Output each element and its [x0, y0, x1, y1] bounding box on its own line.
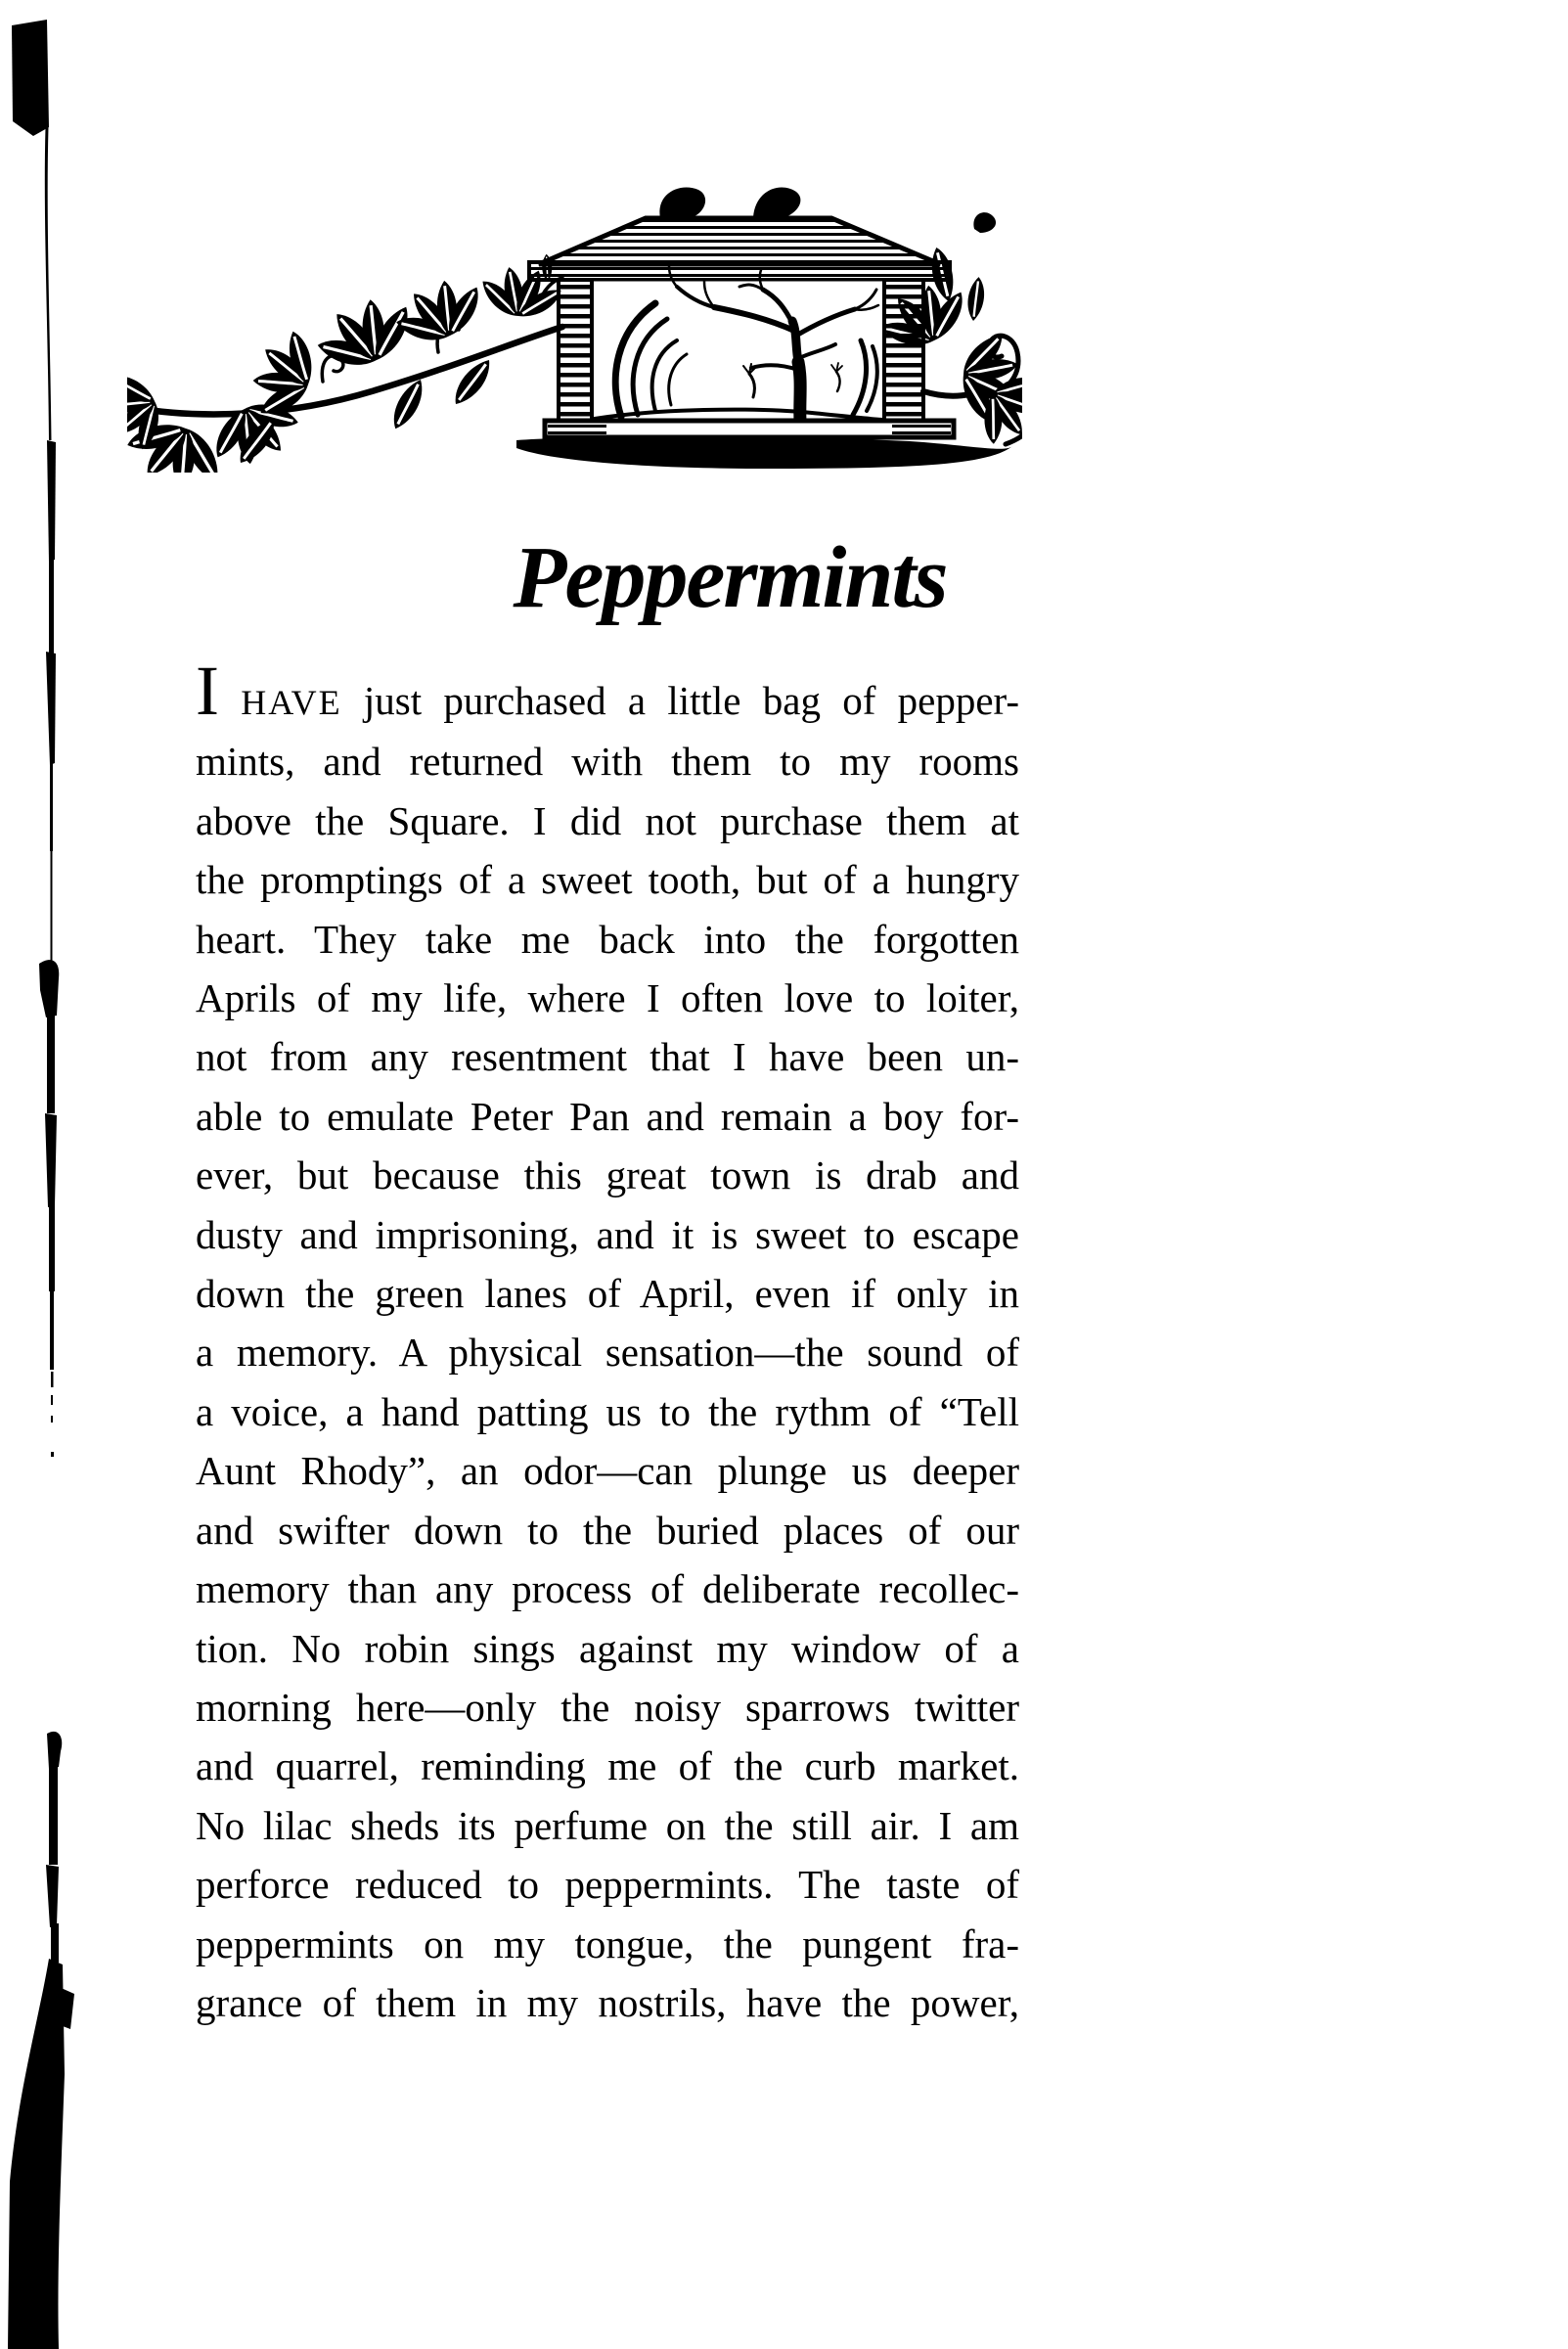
- body-line: ever, but because this great town is drab and: [196, 1152, 1019, 1198]
- body-lines: [196, 732, 1019, 2032]
- body-line: peppermints on my tongue, the pungent fra-: [196, 1920, 1019, 1966]
- body-line: grance of them in my nostrils, have the power,: [196, 1979, 1019, 2025]
- body-line-first: [196, 652, 1020, 732]
- body-line: the promptings of a sweet tooth, but of a hungry: [196, 857, 1019, 903]
- body-line: and quarrel, reminding me of the curb market.: [196, 1743, 1019, 1789]
- body-line: No lilac sheds its perfume on the still air. I am: [196, 1802, 1019, 1848]
- body-line: Aprils of my life, where I often love to loiter,: [196, 975, 1019, 1021]
- drop-cap-initial: I: [196, 652, 219, 730]
- headpiece-woodcut-illustration: [127, 135, 1022, 473]
- body-line: memory than any process of deliberate recollec-: [196, 1566, 1019, 1612]
- first-line-text: just purchased a little bag of pepper-: [363, 678, 1020, 723]
- body-line: and swifter down to the buried places of our: [196, 1507, 1019, 1553]
- body-line: a voice, a hand patting us to the rythm of “Tell: [196, 1388, 1019, 1434]
- body-line: not from any resentment that I have been un-: [196, 1034, 1019, 1080]
- body-line: able to emulate Peter Pan and remain a boy for-: [196, 1093, 1019, 1139]
- page-title: Peppermints: [513, 529, 947, 626]
- body-line: tion. No robin sings against my window of a: [196, 1625, 1019, 1671]
- body-line: Aunt Rhody”, an odor—can plunge us deeper: [196, 1448, 1019, 1494]
- body-line: perforce reduced to peppermints. The taste of: [196, 1862, 1019, 1908]
- body-line: a memory. A physical sensation—the sound of: [196, 1330, 1019, 1376]
- body-line: dusty and imprisoning, and it is sweet to escape: [196, 1211, 1019, 1257]
- small-caps-word: HAVE: [241, 683, 342, 722]
- body-line: morning here—only the noisy sparrows twitter: [196, 1684, 1019, 1730]
- scan-artifact-left-edge: [0, 0, 88, 2349]
- body-line: down the green lanes of April, even if only in: [196, 1271, 1019, 1317]
- body-paragraph: [196, 652, 1020, 2032]
- body-line: mints, and returned with them to my rooms: [196, 739, 1019, 785]
- body-line: heart. They take me back into the forgotten: [196, 916, 1019, 962]
- body-line: above the Square. I did not purchase them at: [196, 797, 1019, 843]
- left-vine: [127, 249, 570, 473]
